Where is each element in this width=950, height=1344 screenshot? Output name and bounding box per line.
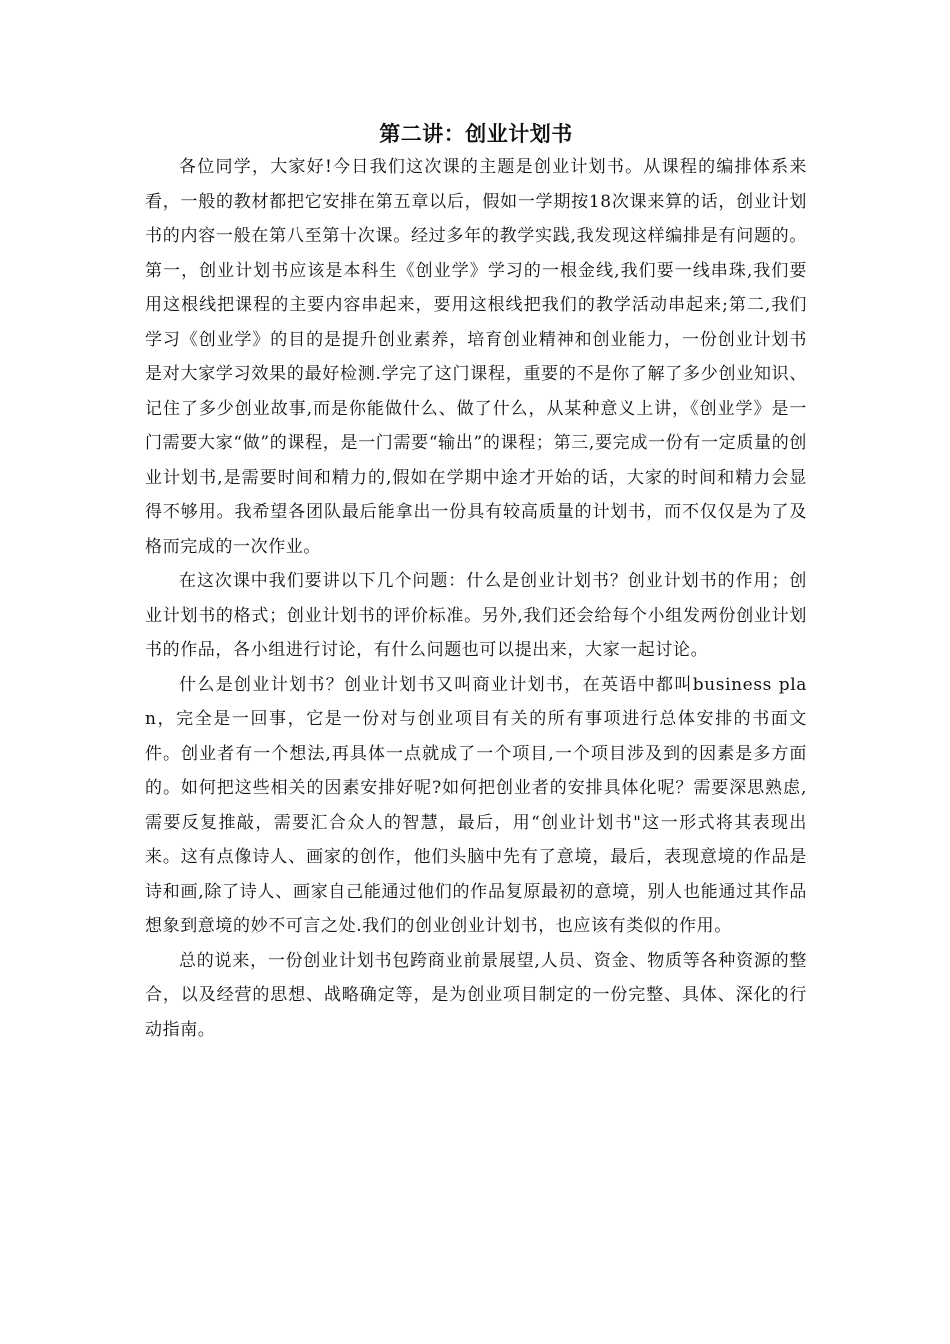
document-title: 第二讲：创业计划书 bbox=[379, 122, 573, 146]
paragraph-definition: 什么是创业计划书？创业计划书又叫商业计划书，在英语中都叫business plan，完全是一回事，它是一份对与创业项目有关的所有事项进行总体安排的书面文件。创业者有一个想法,再具体一点就成了一个项目,一个项目涉及到的因素是多方面的。如何把这些相关的因素安排好呢?如何把创业者的安排具体化呢？需要深思熟虑,需要反复推敲，需要汇合众人的智慧，最后，用“创业计划书"这一形式将其表现出来。这有点像诗人、画家的创作，他们头脑中先有了意境，最后，表现意境的作品是诗和画,除了诗人、画家自己能通过他们的作品复原最初的意境，别人也能通过其作品想象到意境的妙不可言之处.我们的创业创业计划书，也应该有类似的作用。 bbox=[145, 674, 807, 936]
document-body bbox=[145, 120, 807, 1047]
paragraph-summary: 总的说来，一份创业计划书包跨商业前景展望,人员、资金、物质等各种资源的整合，以及经营的思想、战略确定等，是为创业项目制定的一份完整、具体、深化的行动指南。 bbox=[145, 950, 807, 1040]
paragraph-intro: 各位同学，大家好!今日我们这次课的主题是创业计划书。从课程的编排体系来看，一般的教材都把它安排在第五章以后，假如一学期按18次课来算的话，创业计划书的内容一般在第八至第十次课。经过多年的教学实践,我发现这样编排是有问题的。第一，创业计划书应该是本科生《创业学》学习的一根金线,我们要一线串珠,我们要用这根线把课程的主要内容串起来，要用这根线把我们的教学活动串起来;第二,我们学习《创业学》的目的是提升创业素养，培育创业精神和创业能力，一份创业计划书是对大家学习效果的最好检测.学完了这门课程，重要的不是你了解了多少创业知识、记住了多少创业故事,而是你能做什么、做了什么，从某种意义上讲，《创业学》是一门需要大家“做”的课程，是一门需要“输出”的课程；第三,要完成一份有一定质量的创业计划书,是需要时间和精力的,假如在学期中途才开始的话，大家的时间和精力会显得不够用。我希望各团队最后能拿出一份具有较高质量的计划书，而不仅仅是为了及格而完成的一次作业。 bbox=[145, 157, 807, 557]
paragraph-outline: 在这次课中我们要讲以下几个问题：什么是创业计划书？创业计划书的作用；创业计划书的格式；创业计划书的评价标准。另外,我们还会给每个小组发两份创业计划书的作品，各小组进行讨论，有什么问题也可以提出来，大家一起讨论。 bbox=[145, 571, 807, 660]
